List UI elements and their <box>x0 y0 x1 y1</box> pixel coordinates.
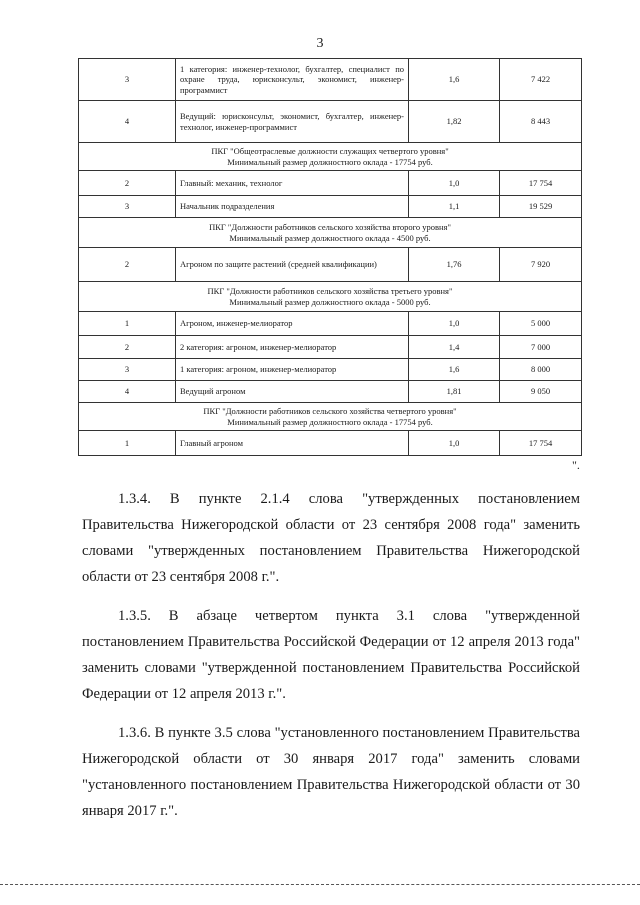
position-cell: Ведущий агроном <box>176 381 409 403</box>
coefficient-cell: 1,4 <box>409 336 500 359</box>
body-text <box>82 486 580 837</box>
group-title: ПКГ "Должности работников сельского хозяйства третьего уровня" <box>207 285 453 296</box>
table-row <box>79 248 582 282</box>
position-cell: Начальник подразделения <box>176 196 409 218</box>
salary-table-body <box>79 59 582 456</box>
paragraph-1-3-6: 1.3.6. В пункте 3.5 слова "установленного постановлением Правительства Нижегородской области от 30 января 2017 года" заменить словами "установленного постановлением Правительства Нижегородской области от 30 января 2017 г.". <box>82 725 580 819</box>
qualification-level-cell: 2 <box>79 336 176 359</box>
salary-cell: 8 443 <box>500 101 582 143</box>
group-header-cell <box>79 218 582 248</box>
group-title: ПКГ "Общеотраслевые должности служащих четвертого уровня" <box>211 145 449 156</box>
position-cell: 1 категория: инженер-технолог, бухгалтер, специалист по охране труда, юрисконсульт, экономист, инженер-программист <box>176 59 409 101</box>
group-header-cell <box>79 143 582 171</box>
coefficient-cell: 1,0 <box>409 312 500 336</box>
salary-cell: 19 529 <box>500 196 582 218</box>
paragraph-1-3-4: 1.3.4. В пункте 2.1.4 слова "утвержденных постановлением Правительства Нижегородской области от 23 сентября 2008 года" заменить словами "утвержденных постановлением Правительства Нижегородской области от 23 сентября 2008 г.". <box>82 491 580 585</box>
salary-cell: 17 754 <box>500 171 582 196</box>
group-header-row <box>79 218 582 248</box>
footer-divider <box>0 884 640 885</box>
table-row <box>79 171 582 196</box>
group-min-salary: Минимальный размер должностного оклада - 5000 руб. <box>229 296 431 307</box>
qualification-level-cell: 3 <box>79 196 176 218</box>
table-row <box>79 359 582 381</box>
qualification-level-cell: 1 <box>79 312 176 336</box>
table-row <box>79 312 582 336</box>
group-header-cell <box>79 403 582 431</box>
coefficient-cell: 1,0 <box>409 171 500 196</box>
group-min-salary: Минимальный размер должностного оклада - 17754 руб. <box>227 156 433 167</box>
position-cell: Ведущий: юрисконсульт, экономист, бухгалтер, инженер-технолог, инженер-программист <box>176 101 409 143</box>
page-number: 3 <box>316 36 324 51</box>
qualification-level-cell: 2 <box>79 248 176 282</box>
position-cell: Агроном, инженер-мелиоратор <box>176 312 409 336</box>
qualification-level-cell: 4 <box>79 381 176 403</box>
qualification-level-cell: 3 <box>79 359 176 381</box>
position-cell: 1 категория: агроном, инженер-мелиоратор <box>176 359 409 381</box>
coefficient-cell: 1,82 <box>409 101 500 143</box>
group-min-salary: Минимальный размер должностного оклада - 17754 руб. <box>227 416 433 427</box>
coefficient-cell: 1,76 <box>409 248 500 282</box>
group-header-row <box>79 403 582 431</box>
qualification-level-cell: 3 <box>79 59 176 101</box>
table-row <box>79 431 582 456</box>
coefficient-cell: 1,6 <box>409 59 500 101</box>
group-header-row <box>79 143 582 171</box>
paragraph-1-3-5: 1.3.5. В абзаце четвертом пункта 3.1 слова "утвержденной постановлением Правительства Российской Федерации от 12 апреля 2013 года" заменить словами "утвержденной постановлением Правительства Российской Федерации от 12 апреля 2013 г.". <box>82 608 580 702</box>
closing-quote: ". <box>572 458 580 472</box>
position-cell: Главный: механик, технолог <box>176 171 409 196</box>
salary-cell: 8 000 <box>500 359 582 381</box>
position-cell: 2 категория: агроном, инженер-мелиоратор <box>176 336 409 359</box>
position-cell: Агроном по защите растений (средней квалификации) <box>176 248 409 282</box>
qualification-level-cell: 4 <box>79 101 176 143</box>
salary-table <box>78 58 582 456</box>
salary-cell: 7 422 <box>500 59 582 101</box>
salary-cell: 9 050 <box>500 381 582 403</box>
table-row <box>79 336 582 359</box>
salary-cell: 7 000 <box>500 336 582 359</box>
group-header-row <box>79 282 582 312</box>
position-cell: Главный агроном <box>176 431 409 456</box>
coefficient-cell: 1,81 <box>409 381 500 403</box>
qualification-level-cell: 1 <box>79 431 176 456</box>
group-min-salary: Минимальный размер должностного оклада - 4500 руб. <box>229 232 431 243</box>
table-row <box>79 101 582 143</box>
coefficient-cell: 1,0 <box>409 431 500 456</box>
coefficient-cell: 1,6 <box>409 359 500 381</box>
salary-cell: 7 920 <box>500 248 582 282</box>
qualification-level-cell: 2 <box>79 171 176 196</box>
group-title: ПКГ "Должности работников сельского хозяйства второго уровня" <box>209 221 451 232</box>
salary-cell: 5 000 <box>500 312 582 336</box>
group-title: ПКГ "Должности работников сельского хозяйства четвертого уровня" <box>203 405 457 416</box>
table-row <box>79 381 582 403</box>
salary-cell: 17 754 <box>500 431 582 456</box>
table-row <box>79 196 582 218</box>
coefficient-cell: 1,1 <box>409 196 500 218</box>
group-header-cell <box>79 282 582 312</box>
table-row <box>79 59 582 101</box>
